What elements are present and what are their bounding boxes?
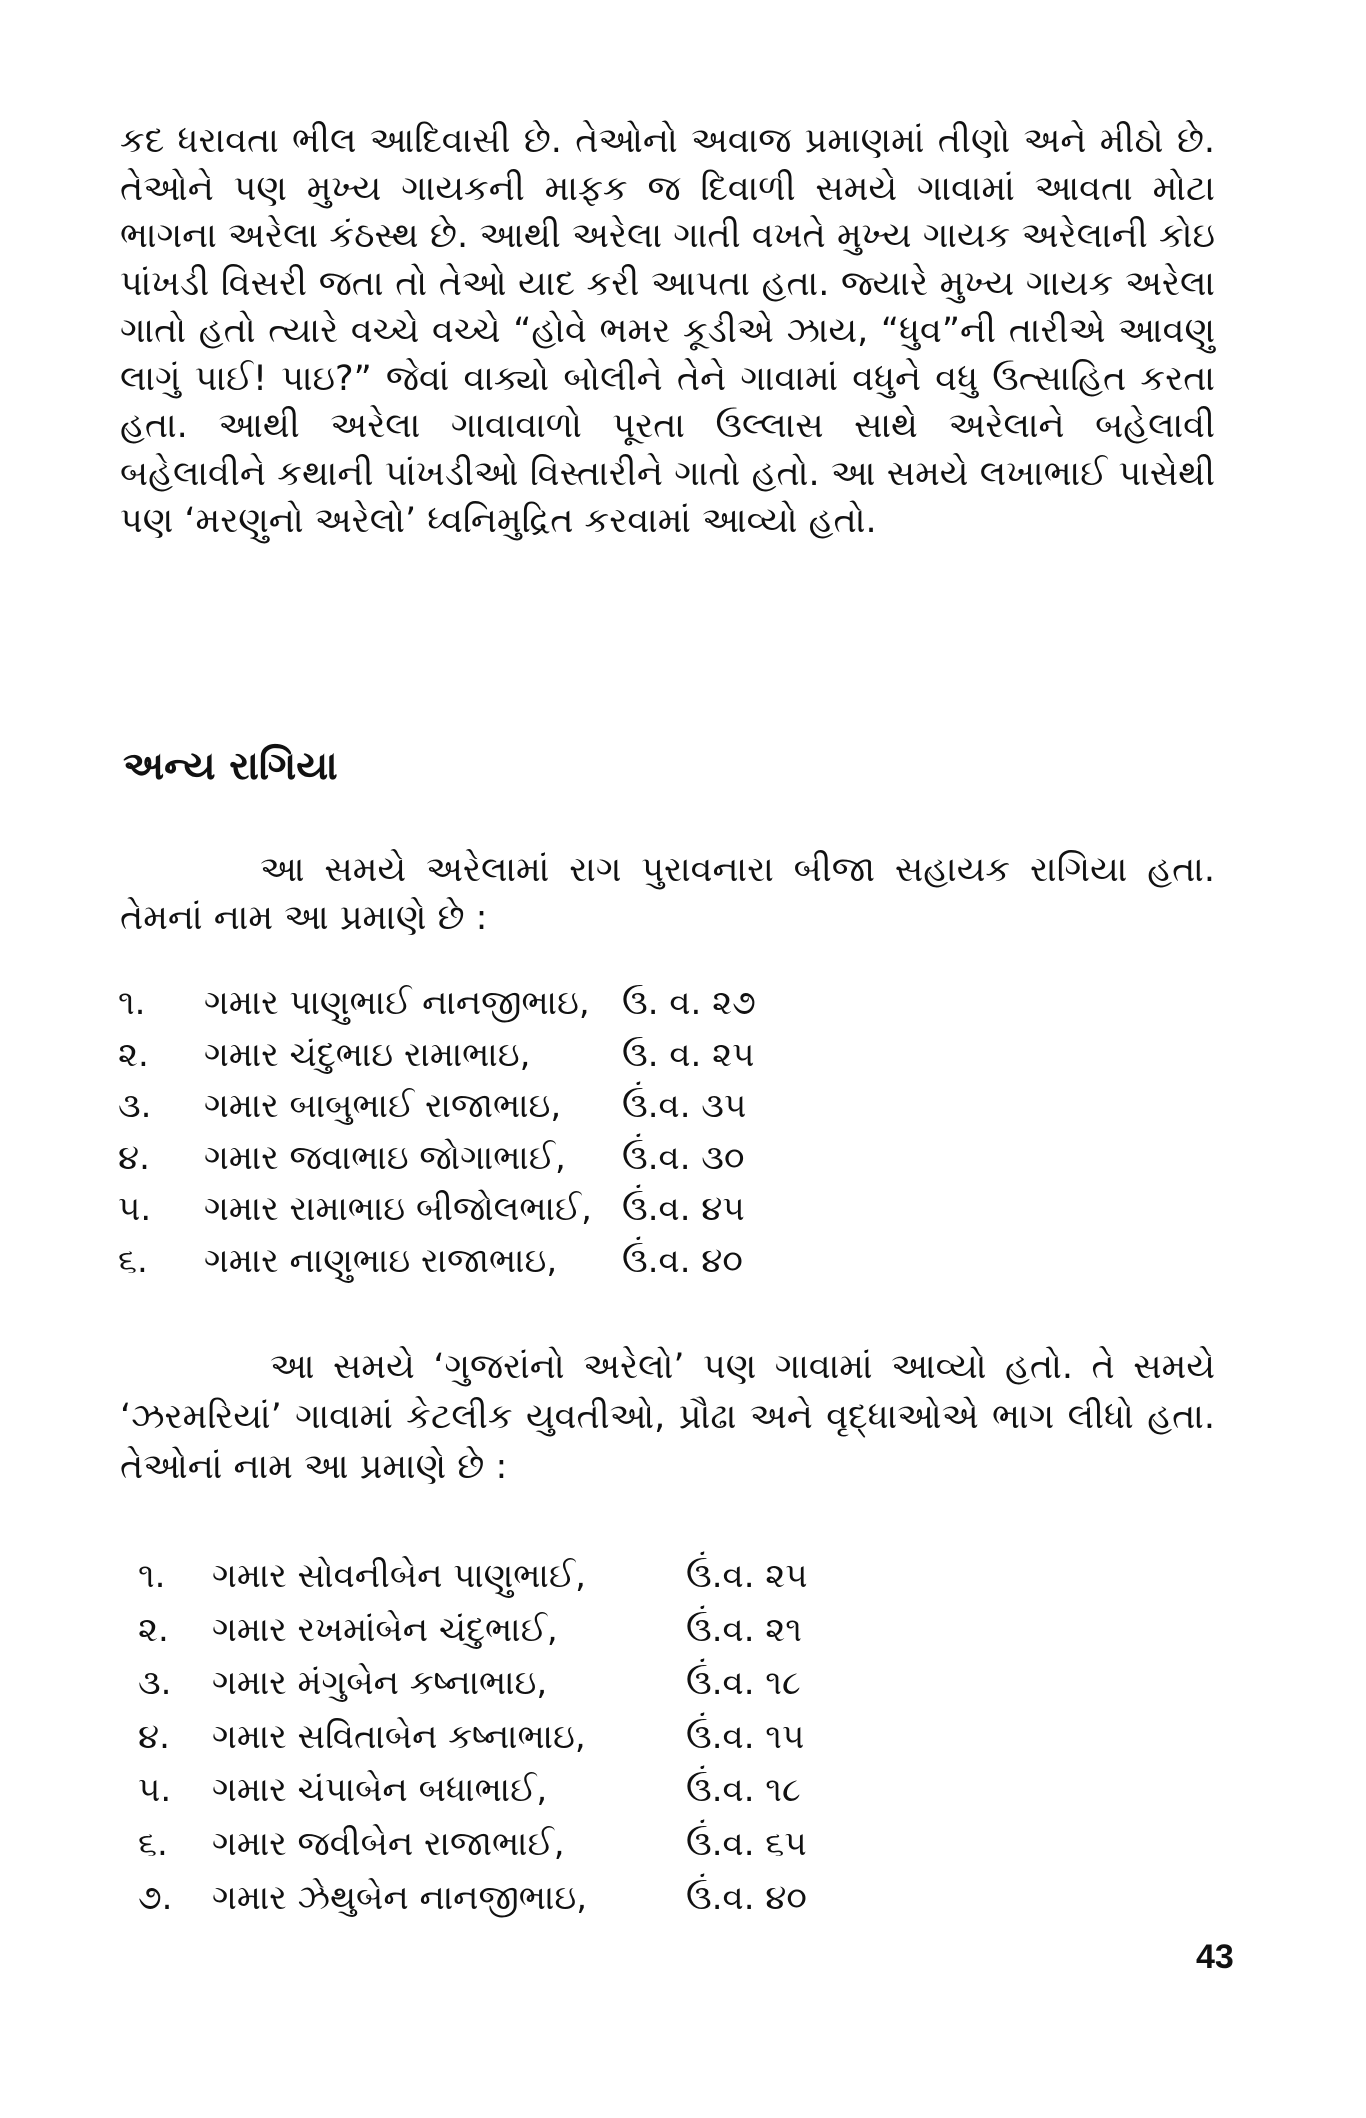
list-item-number: ૩. [118,1086,152,1126]
list-item-name: ગમાર સવિતાબેન કષ્નાભાઇ, [212,1716,586,1757]
list-item-number: ૪. [118,1137,150,1178]
list-item-name: ગમાર જવાભાઇ જોગાભાઈ, [204,1137,566,1178]
list-item-age: ઉ. વ. ૨૭ [622,983,756,1023]
list-item-number: ૪. [138,1716,170,1757]
list-item-name: ગમાર નાણુભાઇ રાજાભાઇ, [204,1240,558,1281]
list-item-number: ૬. [138,1823,168,1864]
list-item [0,1551,1366,1605]
list-item [0,1873,1366,1927]
list-item-number: ૨. [138,1609,169,1650]
list-item-number: ૬. [118,1240,148,1281]
list-item [0,1765,1366,1819]
list-item [0,1605,1366,1659]
list-item-name: ગમાર રામાભાઇ બીજોલભાઈ, [204,1189,592,1229]
list-item-name: ગમાર પાણુભાઈ નાનજીભાઇ, [204,983,590,1023]
list-item-number: ૩. [138,1663,172,1704]
body-paragraph-1: કદ ધરાવતા ભીલ આદિવાસી છે. તેઓનો અવાજ પ્રમાણમાં તીણો અને મીઠો છે. તેઓને પણ મુખ્ય ગાયકની માફક જ દિવાળી સમયે ગાવામાં આવતા મોટા ભાગના અરેલા કંઠસ્થ છે. આથી અરેલા ગાતી વખતે મુખ્ય ગાયક અરેલાની કોઇ પાંખડી વિસરી જતા તો તેઓ યાદ કરી આપતા હતા. જ્યારે મુખ્ય ગાયક અરેલા ગાતો હતો ત્યારે વચ્ચે વચ્ચે “હોવે ભમર કૂડીએ ઝાય, “ધુવ”ની તારીએ આવણુ લાગું પાઈ! પાઇ?” જેવાં વાક્યો બોલીને તેને ગાવામાં વધુને વધુ ઉત્સાહિત કરતા હતા. આથી અરેલા ગાવાવાળો પૂરતા ઉલ્લાસ સાથે અરેલાને બહેલાવી બહેલાવીને કથાની પાંખડીઓ વિસ્તારીને ગાતો હતો. આ સમયે લખાભાઈ પાસેથી પણ ‘મરણુનો અરેલો’ ધ્વનિમુદ્રિત કરવામાં આવ્યો હતો. [120,121,1215,541]
list-item-age: ઉં.વ. ૧૫ [686,1716,805,1757]
list-item-name: ગમાર ચંપાબેન બધાભાઈ, [212,1770,548,1811]
list-item [0,1081,1366,1133]
list-item-name: ગમાર બાબુભાઈ રાજાભાઇ, [204,1086,562,1126]
list-item [0,1184,1366,1236]
ragiya-list [0,978,1366,1287]
list-item-number: ૫. [138,1770,172,1811]
body-paragraph-2: આ સમયે અરેલામાં રાગ પુરાવનારા બીજા સહાયક રાગિયા હતા. તેમનાં નામ આ પ્રમાણે છે : [120,850,1215,938]
list-item-number: ૫. [118,1189,152,1229]
list-item-name: ગમાર સોવનીબેન પાણુભાઈ, [212,1556,586,1596]
list-item-name: ગમાર મંગુબેન કષ્નાભાઇ, [212,1663,548,1704]
list-item [0,1236,1366,1288]
list-item [0,1133,1366,1185]
page-number: 43 [1196,1938,1234,1976]
list-item-number: ૧. [118,983,146,1023]
list-item [0,1712,1366,1766]
list-item-number: ૭. [138,1877,173,1918]
list-item-age: ઉં.વ. ૨૫ [686,1556,808,1596]
list-item-name: ગમાર જવીબેન રાજાભાઈ, [212,1823,565,1864]
list-item-age: ઉ. વ. ૨૫ [622,1034,755,1075]
section-heading: અન્ય રાગિયા [123,744,338,789]
singers-list [0,1551,1366,1926]
list-item [0,1030,1366,1082]
list-item-number: ૨. [118,1034,149,1075]
list-item-age: ઉં.વ. ૪૦ [686,1877,807,1918]
list-item [0,978,1366,1030]
list-item [0,1819,1366,1873]
list-item-name: ગમાર રખમાંબેન ચંદુભાઈ, [212,1609,558,1650]
body-paragraph-3: આ સમયે ‘ગુજરાંનો અરેલો’ પણ ગાવામાં આવ્યો હતો. તે સમયે ‘ઝરમરિયાં’ ગાવામાં કેટલીક યુવતીઓ, પ્રૌઢા અને વૃદ્ધાઓએ ભાગ લીધો હતા. તેઓનાં નામ આ પ્રમાણે છે : [120,1347,1215,1487]
list-item-age: ઉં.વ. ૪૦ [622,1240,743,1281]
list-item-age: ઉં.વ. ૬૫ [686,1823,807,1864]
list-item-age: ઉં.વ. ૨૧ [686,1609,802,1650]
list-item-number: ૧. [138,1556,166,1596]
list-item-name: ગમાર ઝેથુબેન નાનજીભાઇ, [212,1877,588,1918]
list-item-name: ગમાર ચંદુભાઇ રામાભાઇ, [204,1034,531,1075]
list-item-age: ઉં.વ. ૧૮ [686,1663,801,1704]
list-item-age: ઉં.વ. ૧૮ [686,1770,801,1811]
list-item [0,1658,1366,1712]
list-item-age: ઉં.વ. ૩૦ [622,1137,745,1178]
list-item-age: ઉં.વ. ૪૫ [622,1189,745,1229]
list-item-age: ઉં.વ. ૩૫ [622,1086,747,1126]
